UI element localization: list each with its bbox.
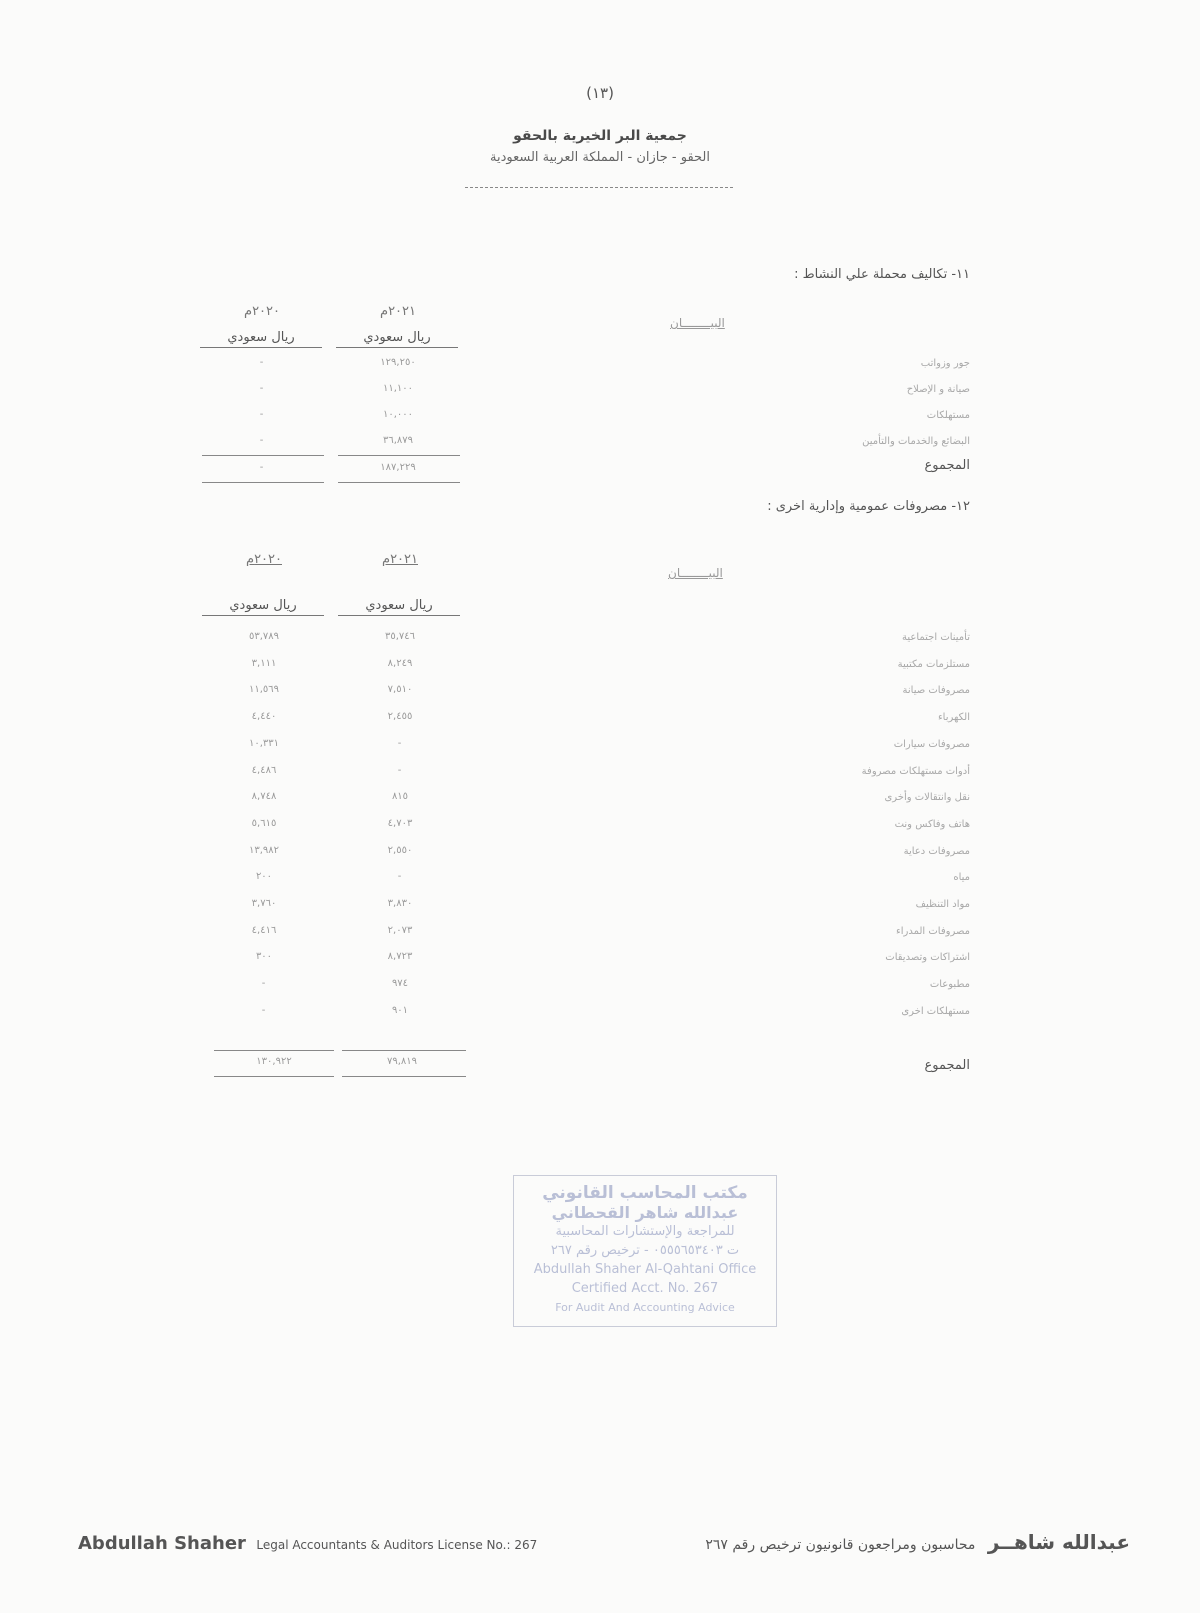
- section1-row-value-2020: -: [259, 409, 265, 420]
- section2-row-value-2020: -: [261, 978, 267, 990]
- section2-row-value-2020: ٤,٤٨٦: [251, 764, 277, 776]
- organization-name: جمعية البر الخيرية بالحقو: [513, 128, 687, 144]
- section2-row-label: تأمينات اجتماعية: [901, 632, 970, 643]
- section2-row-value-2020: ٢٠٠: [255, 871, 273, 883]
- section2-row-value-2020: ٣,٧٦٠: [251, 898, 277, 909]
- section1-col1-year: ٢٠٢١م: [380, 304, 416, 319]
- section2-row-value-2020: ٣,١١١: [251, 657, 277, 669]
- section2-total-rule-2020: [214, 1050, 334, 1051]
- section1-row-value-2021: ١٢٩,٢٥٠: [380, 357, 416, 368]
- section2-row-label: مواد التنظيف: [915, 899, 970, 910]
- section2-row-value-2020: ١١,٥٦٩: [248, 684, 280, 696]
- section2-row-value-2021: -: [397, 871, 403, 883]
- section1-row-label: مستهلكات: [926, 410, 970, 421]
- section2-row-label: مصروفات سيارات: [893, 738, 970, 750]
- section2-row-value-2021: ٧,٥١٠: [387, 684, 413, 696]
- section2-col1-unit: ريال سعودي: [338, 598, 460, 616]
- stamp-line5: Abdullah Shaher Al-Qahtani Office: [533, 1262, 757, 1277]
- section1-description-header: البيــــــــان: [670, 316, 725, 330]
- footer-ar-name: عبدالله شاهــر: [987, 1530, 1130, 1554]
- stamp-line6: Certified Acct. No. 267: [571, 1281, 719, 1296]
- section2-col2-year: ٢٠٢٠م: [246, 552, 282, 567]
- section1-row-value-2020: -: [259, 435, 265, 446]
- section1-total-2020: -: [259, 462, 265, 473]
- section2-description-header: البيــــــــان: [668, 566, 723, 580]
- section1-col2-year: ٢٠٢٠م: [244, 304, 280, 319]
- section1-double-rule-2021: [338, 482, 460, 483]
- section2-row-label: اشتراكات وتصديقات: [885, 952, 970, 964]
- section2-row-value-2021: ٨,٧٢٣: [387, 951, 413, 963]
- section2-row-value-2020: ٥٣,٧٨٩: [248, 631, 280, 642]
- section1-total-rule-2021: [338, 455, 460, 456]
- section1-row-value-2021: ٣٦,٨٧٩: [382, 435, 414, 446]
- section2-row-value-2020: ٤,٤٤٠: [251, 711, 277, 723]
- section2-row-value-2021: ٢,٤٥٥: [387, 711, 413, 723]
- section1-row-value-2020: -: [259, 357, 265, 368]
- section2-row-label: مصروفات المدراء: [896, 925, 970, 937]
- section1-row-label: البضائع والخدمات والتأمين: [862, 436, 970, 447]
- footer-arabic: [705, 1530, 1130, 1554]
- section2-row-value-2021: -: [397, 764, 403, 776]
- section1-row-value-2021: ١٠,٠٠٠: [382, 409, 414, 420]
- section1-row-label: صيانة و الإصلاح: [906, 384, 970, 395]
- section1-double-rule-2020: [202, 482, 324, 483]
- section1-total-rule-2020: [202, 455, 324, 456]
- section2-row-label: مستلزمات مكتبية: [897, 658, 970, 670]
- section2-col1-year: ٢٠٢١م: [382, 552, 418, 567]
- section2-row-value-2020: ١٠,٣٣١: [248, 737, 280, 749]
- section2-row-label: مصروفات صيانة: [902, 685, 970, 697]
- section2-row-label: نقل وانتقالات وأخرى: [884, 792, 970, 804]
- section2-row-value-2021: ٨١٥: [391, 791, 409, 803]
- section2-row-value-2021: ٩٠١: [391, 1004, 409, 1016]
- section2-row-value-2021: ٢,٠٧٣: [387, 924, 413, 936]
- section1-col1-unit: ريال سعودي: [336, 330, 458, 348]
- section2-row-value-2020: ٤,٤١٦: [251, 924, 277, 936]
- section1-row-label: جور وزواتب: [920, 358, 970, 369]
- section2-row-label: أدوات مستهلكات مصروفة: [861, 765, 970, 777]
- section2-row-label: هاتف وفاكس ونت: [894, 818, 970, 830]
- section2-row-label: مطبوعات: [929, 979, 970, 991]
- footer-english: [78, 1533, 537, 1554]
- section1-col2-unit: ريال سعودي: [200, 330, 322, 348]
- section2-total-2020: ١٣٠,٩٢٢: [256, 1056, 292, 1067]
- section2-total-2021: ٧٩,٨١٩: [386, 1056, 418, 1067]
- section2-double-rule-2020: [214, 1076, 334, 1077]
- section1-row-value-2021: ١١,١٠٠: [382, 383, 414, 394]
- section1-title: ١١- تكاليف محملة علي النشاط :: [794, 267, 970, 282]
- section2-row-value-2020: ٣٠٠: [255, 951, 273, 963]
- stamp-line1: مكتب المحاسب القانوني: [542, 1183, 748, 1203]
- section2-row-value-2021: ٣,٨٣٠: [387, 898, 413, 909]
- section2-col2-unit: ريال سعودي: [202, 598, 324, 616]
- section2-row-label: الكهرباء: [937, 712, 970, 724]
- section2-total-rule-2021: [342, 1050, 466, 1051]
- stamp-line4: ت ٠٥٥٥٦٥٣٤٠٣ - ترخيص رقم ٢٦٧: [550, 1243, 740, 1258]
- section2-double-rule-2021: [342, 1076, 466, 1077]
- section2-row-value-2020: ٨,٧٤٨: [251, 791, 277, 803]
- section2-row-value-2021: ٩٧٤: [391, 978, 409, 990]
- organization-location: الحقو - جازان - المملكة العربية السعودية: [490, 150, 710, 165]
- stamp-line2: عبدالله شاهر القحطاني: [551, 1203, 739, 1222]
- section2-row-value-2021: ٢,٥٥٠: [387, 844, 413, 856]
- footer-en-desc: Legal Accountants & Auditors License No.: 267: [256, 1538, 538, 1552]
- section2-row-value-2021: ٨,٢٤٩: [387, 657, 413, 669]
- footer-ar-desc: محاسبون ومراجعون قانونيون ترخيص رقم ٢٦٧: [705, 1537, 976, 1553]
- section2-row-value-2021: ٤,٧٠٣: [387, 817, 413, 829]
- page-number: (١٣): [586, 84, 614, 102]
- section2-row-value-2020: ٥,٦١٥: [251, 817, 277, 829]
- header-divider: [465, 187, 733, 188]
- auditor-stamp: [513, 1175, 777, 1327]
- stamp-line7: For Audit And Accounting Advice: [555, 1301, 735, 1314]
- stamp-line3: للمراجعة والإستشارات المحاسبية: [555, 1224, 735, 1239]
- section1-total-label: المجموع: [924, 458, 970, 473]
- section2-row-label: مصروفات دعاية: [903, 845, 970, 857]
- section2-row-label: مستهلكات اخرى: [901, 1005, 970, 1017]
- section2-row-value-2021: -: [397, 737, 403, 749]
- footer-en-name: Abdullah Shaher: [78, 1533, 246, 1554]
- section1-row-value-2020: -: [259, 383, 265, 394]
- section1-total-2021: ١٨٧,٢٢٩: [380, 462, 416, 473]
- section2-row-label: مياه: [953, 872, 970, 884]
- section2-total-label: المجموع: [924, 1058, 970, 1073]
- section2-row-value-2021: ٣٥,٧٤٦: [384, 631, 416, 642]
- section2-row-value-2020: -: [261, 1004, 267, 1016]
- section2-title: ١٢- مصروفات عمومية وإدارية اخرى :: [767, 499, 970, 514]
- section2-row-value-2020: ١٣,٩٨٢: [248, 844, 280, 856]
